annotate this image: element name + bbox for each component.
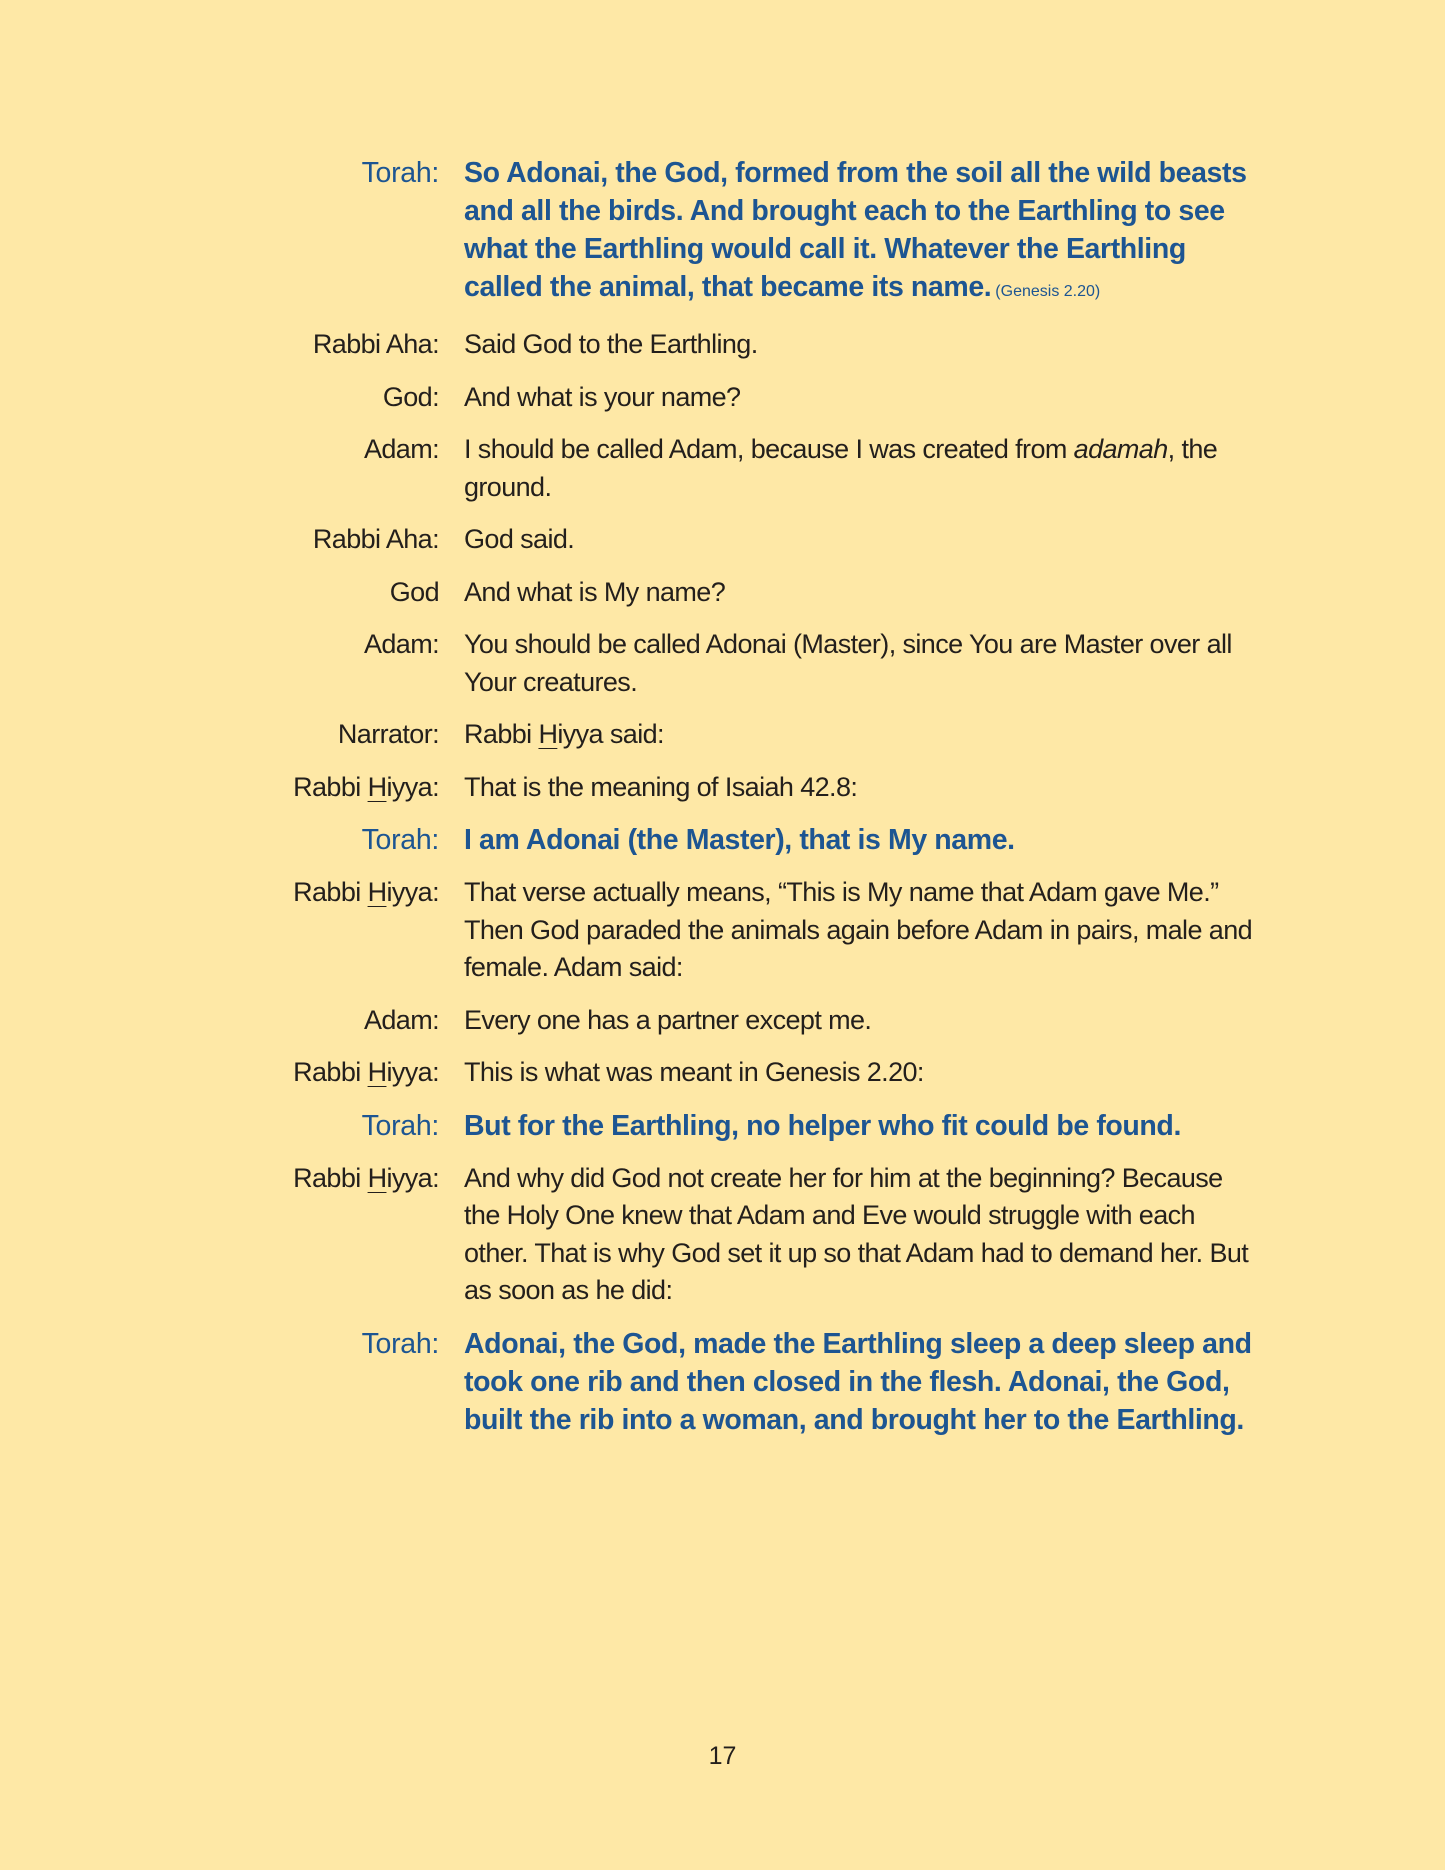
underlined-letter: H xyxy=(367,1162,387,1193)
text-part: Rabbi xyxy=(293,1057,368,1087)
line-text: You should be called Adonai (Master), since You are Master over all Your creatures. xyxy=(464,629,1232,697)
text-part: I should be called Adam, because I was created from xyxy=(464,434,1074,464)
speaker-label: Torah: xyxy=(361,824,439,856)
script-dialogue xyxy=(0,154,1445,1454)
text-part: iyya: xyxy=(386,877,439,907)
underlined-letter: H xyxy=(367,771,387,802)
script-line-dialog xyxy=(0,769,1445,807)
citation: (Genesis 2.20) xyxy=(995,283,1101,300)
line-text: And what is your name? xyxy=(464,381,741,412)
torah-text: I am Adonai (the Master), that is My name. xyxy=(464,824,1015,856)
speaker-label xyxy=(0,1054,464,1092)
speaker-label xyxy=(0,1160,464,1198)
script-line-dialog xyxy=(0,874,1445,987)
underlined-letter: H xyxy=(538,719,558,749)
script-line-dialog xyxy=(0,1002,1445,1040)
script-line-torah xyxy=(0,154,1445,311)
speaker-label: Adam: xyxy=(363,1004,439,1035)
italic-term: adamah xyxy=(1073,434,1168,464)
torah-text: But for the Earthling, no helper who fit could be found. xyxy=(464,1109,1181,1142)
underlined-letter: H xyxy=(367,1057,387,1087)
line-text: So Adonai, the God, formed from the soil all the wild beasts and all the birds. And brought each to the Earthling to see what the Earthling would call it. Whatever the Earthling called the animal, that became its name. xyxy=(464,157,1247,303)
line-text: And why did God not create her for him at the beginning? Because the Holy One knew that Adam and Eve would struggle with each other. That is why God set it up so that Adam had to demand her. But as soon as he did: xyxy=(464,1162,1249,1305)
speaker-label: Narrator: xyxy=(337,719,439,749)
script-line-torah xyxy=(0,1325,1445,1439)
speaker-label: Torah: xyxy=(361,157,439,189)
underlined-letter: H xyxy=(367,877,387,907)
line-text: That is the meaning of Isaiah 42.8: xyxy=(464,771,858,802)
script-line-dialog xyxy=(0,431,1445,506)
line-text: Every one has a partner except me. xyxy=(464,1004,872,1035)
text-part: , the ground. xyxy=(464,434,1218,502)
line-text xyxy=(464,431,1254,506)
speaker-label: Torah: xyxy=(361,1109,439,1142)
torah-text: Adonai, the God, made the Earthling sleep a deep sleep and took one rib and then closed in the flesh. Adonai, the God, built the rib into a woman, and brought her to the Earthling. xyxy=(464,1327,1252,1436)
line-text: This is what was meant in Genesis 2.20: xyxy=(464,1057,924,1087)
text-part: Rabbi xyxy=(293,771,368,802)
line-text: And what is My name? xyxy=(464,576,726,607)
speaker-label: Rabbi Aha: xyxy=(312,524,439,554)
speaker-label xyxy=(0,769,464,807)
speaker-label: Torah: xyxy=(361,1327,439,1360)
script-line-dialog xyxy=(0,1054,1445,1092)
script-line-dialog xyxy=(0,574,1445,612)
speaker-label: God xyxy=(389,576,439,607)
text-part: Rabbi xyxy=(293,877,368,907)
script-line-dialog xyxy=(0,326,1445,364)
speaker-label xyxy=(0,874,464,912)
text-part: iyya: xyxy=(386,1162,439,1193)
script-line-dialog xyxy=(0,626,1445,701)
text-part: Rabbi xyxy=(464,719,539,749)
speaker-label: Adam: xyxy=(363,629,439,659)
line-text: That verse actually means, “This is My name that Adam gave Me.” Then God paraded the animals again before Adam in pairs, male and female. Adam said: xyxy=(464,877,1253,982)
speaker-label: Rabbi Aha: xyxy=(312,329,439,359)
page-number: 17 xyxy=(708,1742,737,1770)
line-text: Said God to the Earthling. xyxy=(464,329,758,359)
torah-text xyxy=(464,154,1254,311)
script-line-torah xyxy=(0,1107,1445,1145)
line-text xyxy=(464,716,1254,754)
script-line-dialog xyxy=(0,1160,1445,1310)
text-part: iyya: xyxy=(386,771,439,802)
text-part: iyya said: xyxy=(557,719,664,749)
script-line-torah xyxy=(0,821,1445,859)
speaker-label: God: xyxy=(382,381,439,412)
script-line-dialog xyxy=(0,379,1445,417)
line-text: God said. xyxy=(464,524,575,554)
text-part: iyya: xyxy=(386,1057,439,1087)
script-line-dialog xyxy=(0,716,1445,754)
text-part: Rabbi xyxy=(293,1162,368,1193)
script-line-dialog xyxy=(0,521,1445,559)
speaker-label: Adam: xyxy=(363,434,439,464)
